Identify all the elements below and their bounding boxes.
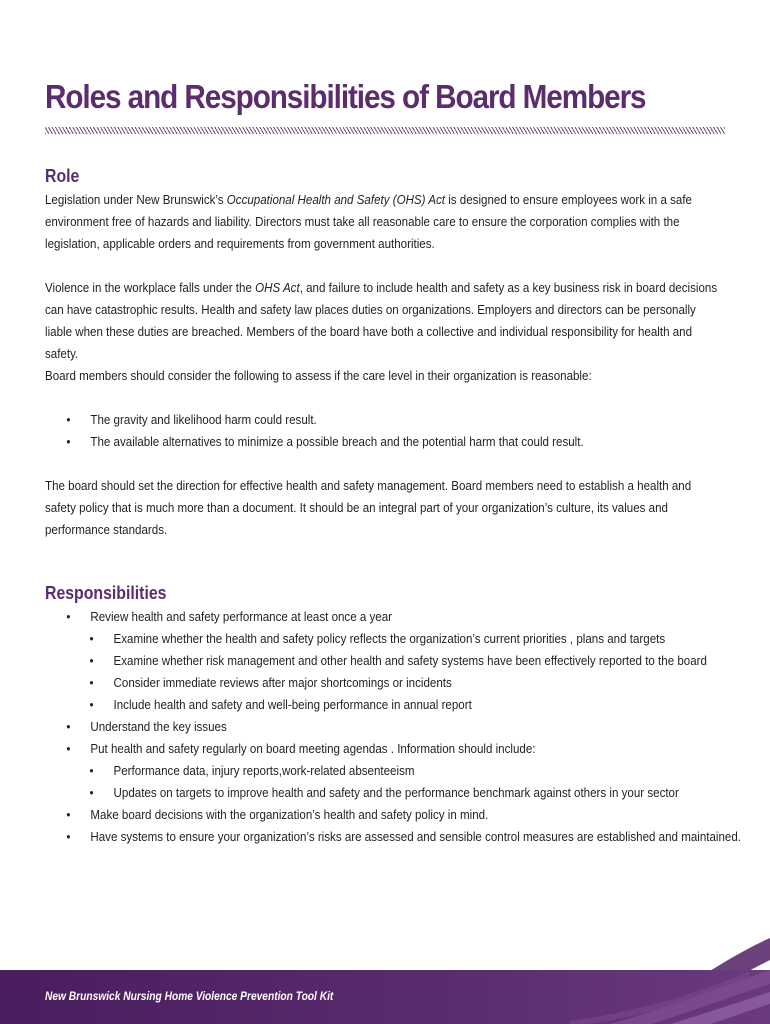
footer-title: New Brunswick Nursing Home Violence Prevention Tool Kit <box>45 989 334 1003</box>
title-hatched-rule <box>45 127 725 134</box>
bullet-icon: • <box>66 807 71 822</box>
list-item: • Put health and safety regularly on board meeting agendas . Information should include: <box>45 738 721 760</box>
responsibilities-heading: Responsibilities <box>45 583 167 603</box>
bullet-icon: • <box>66 412 71 427</box>
sub-list-item: • Performance data, injury reports,work-related absenteeism <box>45 760 721 782</box>
role-p2-text-a: Violence in the workplace falls under the <box>45 280 256 295</box>
role-p1-text-a: Legislation under New Brunswick’s <box>45 192 227 207</box>
role-paragraph-2 <box>45 277 721 365</box>
list-item: • Make board decisions with the organization’s health and safety policy in mind. <box>45 804 721 826</box>
sub-list-item: • Include health and safety and well-being performance in annual report <box>45 694 721 716</box>
list-item: • The gravity and likelihood harm could result. <box>45 409 721 431</box>
bullet-icon: • <box>66 741 71 756</box>
responsibilities-list <box>45 606 742 848</box>
considerations-list <box>45 409 721 453</box>
list-item: • Understand the key issues <box>45 716 721 738</box>
bullet-icon: • <box>89 785 94 800</box>
footer-swoosh-graphic <box>570 970 770 1024</box>
role-paragraph-4: The board should set the direction for effective health and safety management. Board members need to establish a health and safety policy that is much more than a document. It should be an integral part of your organization’s culture, its values and performance standards. <box>45 478 692 537</box>
bullet-icon: • <box>89 653 94 668</box>
bullet-icon: • <box>66 719 71 734</box>
page-title: Roles and Responsibilities of Board Members <box>45 78 646 115</box>
list-item: • The available alternatives to minimize a possible breach and the potential harm that could result. <box>45 431 721 453</box>
role-heading: Role <box>45 166 80 186</box>
ohs-act-title: Occupational Health and Safety (OHS) Act <box>226 192 446 207</box>
list-item: • Have systems to ensure your organization’s risks are assessed and sensible control measures are established and maintained. <box>45 826 721 848</box>
bullet-icon: • <box>89 763 94 778</box>
sub-list-item: • Examine whether the health and safety policy reflects the organization’s current priorities , plans and targets <box>45 628 721 650</box>
bullet-icon: • <box>89 675 94 690</box>
sub-list-item: • Examine whether risk management and other health and safety systems have been effectively reported to the board <box>45 650 721 672</box>
bullet-icon: • <box>66 829 71 844</box>
role-paragraph-3: Board members should consider the following to assess if the care level in their organization is reasonable: <box>45 368 592 383</box>
bullet-icon: • <box>66 609 71 624</box>
role-paragraph-1 <box>45 189 721 255</box>
role-p1-text-b: is designed to ensure employees work in a safe environment free of hazards and liability. Directors must take all reasonable care to ensure the corporation complies with the legislation, applicable orders and requirements from government authorities. <box>45 192 692 251</box>
sub-list-item: • Consider immediate reviews after major shortcomings or incidents <box>45 672 721 694</box>
ohs-act-short: OHS Act <box>255 280 300 295</box>
role-p2-text-b: , and failure to include health and safety as a key business risk in board decisions can have catastrophic results. Health and safety law places duties on organizations. Employers and directors can be personally liable when these duties are breached. Members of the board have both a collective and individual responsibility for health and safety. <box>45 280 718 361</box>
footer-bar <box>0 970 770 1024</box>
list-item: • Review health and safety performance at least once a year <box>45 606 721 628</box>
bullet-icon: • <box>89 631 94 646</box>
sub-list-item: • Updates on targets to improve health and safety and the performance benchmark against others in your sector <box>45 782 721 804</box>
bullet-icon: • <box>66 434 71 449</box>
bullet-icon: • <box>89 697 94 712</box>
